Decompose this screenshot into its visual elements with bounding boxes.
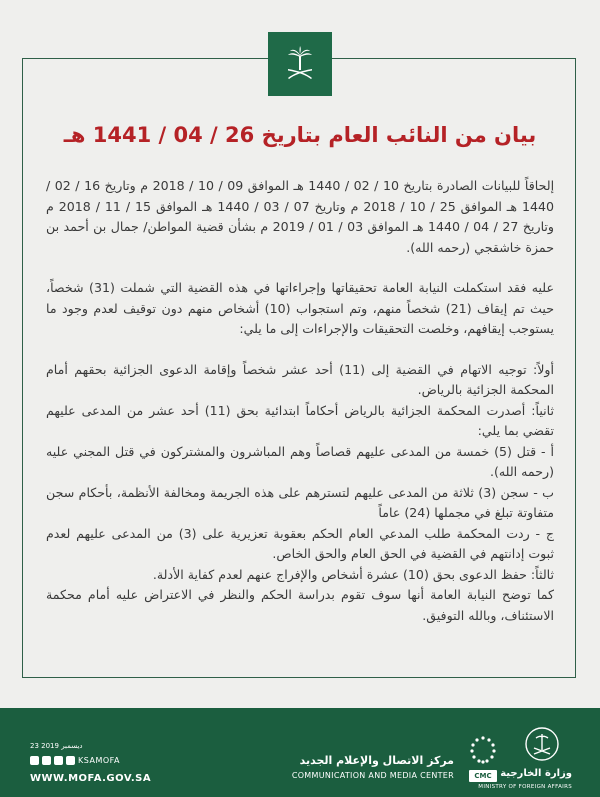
closing-paragraph: كما توضح النيابة العامة أنها سوف تقوم بدراسة الحكم والنظر في الاعتراض عليه أمام محكمة الاستئناف، وبالله التوفيق. (46, 587, 554, 623)
media-center-name-en: COMMUNICATION AND MEDIA CENTER (291, 771, 454, 780)
investigation-paragraph: عليه فقد استكملت النيابة العامة تحقيقاتها وإجراءاتها في هذه القضية التي شملت (31) شخصاً، حيث تم إيقاف (21) شخصاً منهم، وتم استجواب (10) أشخاص منهم دون توقيف لعدم وجود ما يستوجب إيقافهم، وخلصت التحقيقات والإجراءات إلى ما يلي: (46, 280, 554, 336)
item-second: ثانياً: أصدرت المحكمة الجزائية بالرياض أحكاماً ابتدائية بحق (11) أحد عشر من المدعى عليهم تقضي بما يلي: (46, 402, 555, 438)
cmc-badge: CMC (469, 770, 497, 782)
ministry-name-ar: وزارة الخارجية (500, 768, 572, 779)
social-handle[interactable]: KSAMOFA (78, 756, 120, 765)
facebook-icon[interactable] (42, 756, 51, 765)
twitter-icon[interactable] (66, 756, 75, 765)
intro-paragraph: إلحاقاً للبيانات الصادرة بتاريخ 10 / 02 / 1440 هـ الموافق 09 / 10 / 2018 م وتاريخ 16 / 02 / 1440 هـ الموافق 25 / 10 / 2018 م وتاريخ 07 / 03 / 1440 هـ الموافق 15 / 11 / 2018 م وتاريخ 27 / 04 / 1440 هـ الموافق 03 / 01 / 2019 م بشأن قضية المواطن/ جمال بن أحمد بن حمزة خاشقجي (رحمه الله). (46, 178, 555, 255)
website-link[interactable]: WWW.MOFA.GOV.SA (30, 773, 152, 784)
footer-bar (0, 708, 600, 797)
item-c: ج - ردت المحكمة طلب المدعي العام الحكم بعقوبة تعزيرية على (3) من المدعى عليهم لعدم ثبوت إدانتهم في القضية في الحق العام والحق الخاص. (46, 525, 554, 561)
palm-swords-icon (280, 44, 320, 84)
media-center-name-ar: مركز الاتصال والإعلام الجديد (299, 754, 454, 767)
item-a: أ - قتل (5) خمسة من المدعى عليهم قصاصاً وهم المباشرون والمشتركون في قتل المجني عليه (رحمه الله). (46, 443, 554, 479)
item-first: أولاً: توجيه الاتهام في القضية إلى (11) أحد عشر شخصاً وإقامة الدعوى الجزائية بحقهم أمام المحكمة الجزائية بالرياض. (46, 361, 554, 397)
footer-date: 23 ديسمبر 2019 (30, 742, 83, 750)
youtube-icon[interactable] (30, 756, 39, 765)
statement-title: بيان من النائب العام بتاريخ 26 / 04 / 1441 هـ (63, 123, 537, 147)
social-icons (30, 756, 75, 765)
palm-swords-emblem (268, 32, 332, 96)
instagram-icon[interactable] (54, 756, 63, 765)
item-third: ثالثاً: حفظ الدعوى بحق (10) عشرة أشخاص والإفراج عنهم لعدم كفاية الأدلة. (152, 566, 554, 582)
ministry-name-en: MINISTRY OF FOREIGN AFFAIRS (478, 784, 572, 790)
ministry-emblem-icon (514, 724, 570, 768)
statement-body (46, 176, 554, 626)
item-b: ب - سجن (3) ثلاثة من المدعى عليهم لتسترهم على هذه الجريمة ومخالفة الأنظمة، بأحكام سجن متفاوتة تبلغ في مجملها (24) عاماً (46, 484, 554, 520)
